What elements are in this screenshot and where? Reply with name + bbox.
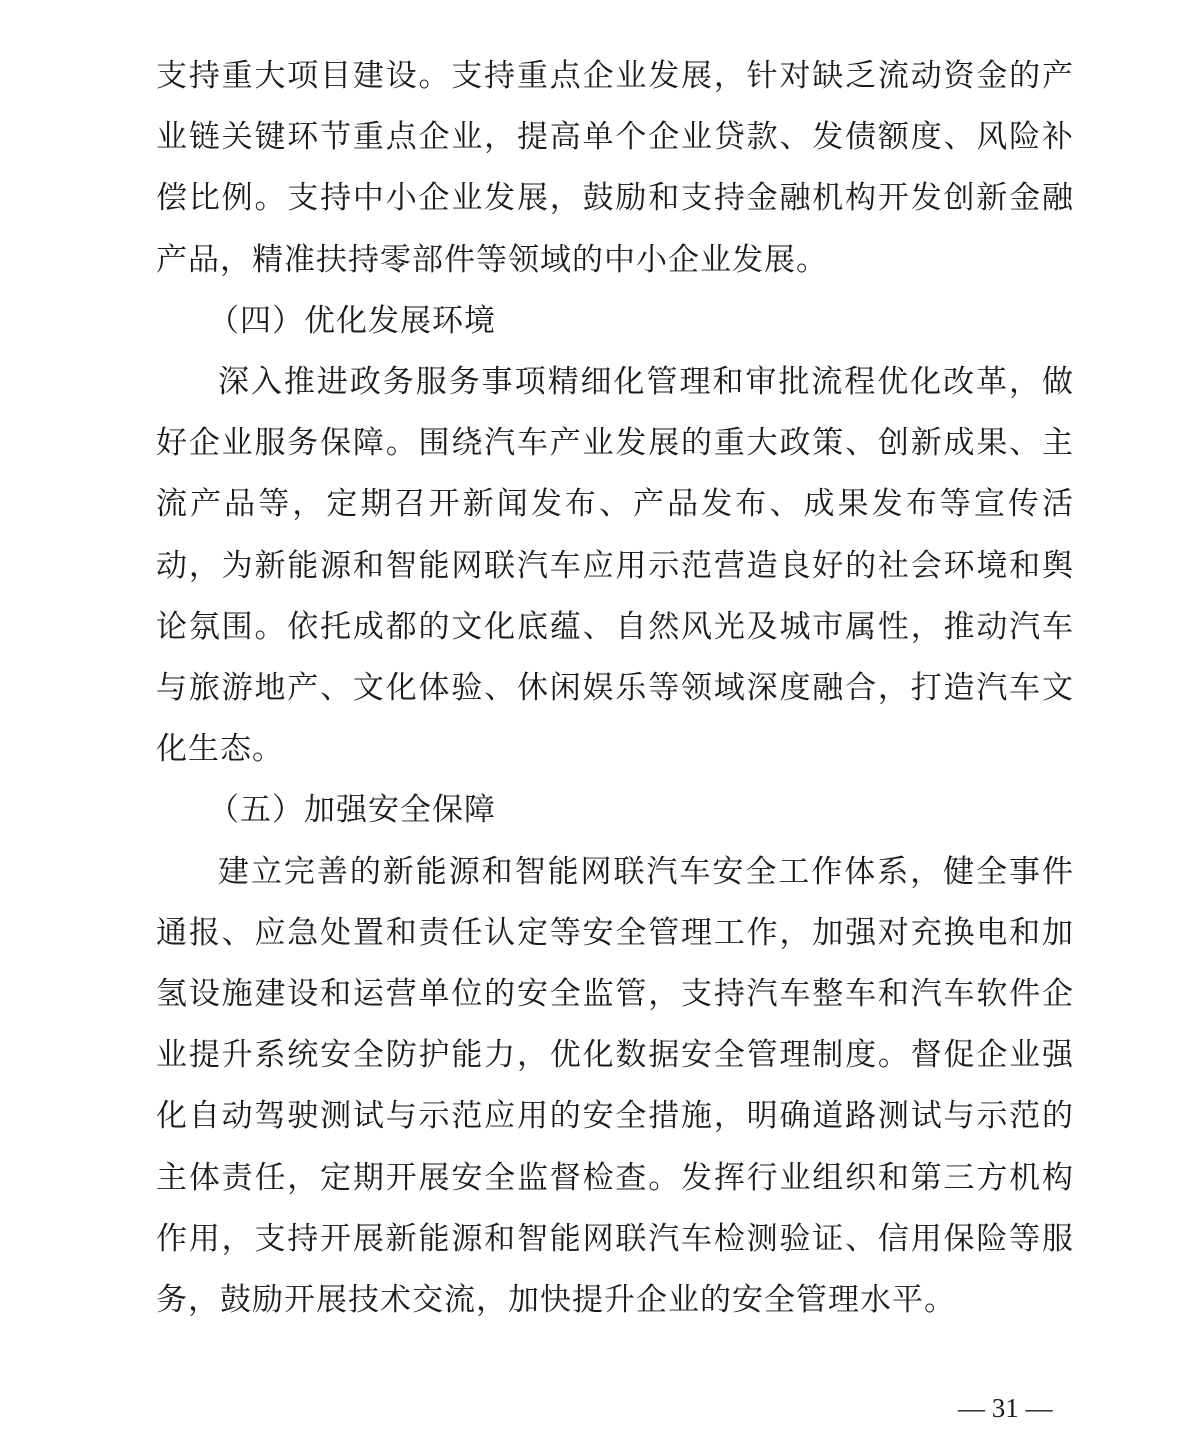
section-heading-4: （四）优化发展环境 (208, 302, 496, 339)
page-number: — 31 — (958, 1393, 1053, 1423)
section-4-body: 深入推进政务服务事项精细化管理和审批流程优化改革，做好企业服务保障。围绕汽车产业发展的重大政策、创新成果、主流产品等，定期召开新闻发布、产品发布、成果发布等宣传活动，为新能源和智能网联汽车应用示范营造良好的社会环境和舆论氛围。依托成都的文化底蕴、自然风光及城市属性，推动汽车与旅游地产、文化体验、休闲娱乐等领域深度融合，打造汽车文化生态。 (156, 364, 1074, 768)
paragraph-continued: 支持重大项目建设。支持重点企业发展，针对缺乏流动资金的产业链关键环节重点企业，提高单个企业贷款、发债额度、风险补偿比例。支持中小企业发展，鼓励和支持金融机构开发创新金融产品，精准扶持零部件等领域的中小企业发展。 (156, 58, 1074, 278)
section-heading-5: （五）加强安全保障 (208, 792, 496, 829)
section-5-body: 建立完善的新能源和智能网联汽车安全工作体系，健全事件通报、应急处置和责任认定等安全管理工作，加强对充换电和加氢设施建设和运营单位的安全监管，支持汽车整车和汽车软件企业提升系统安全防护能力，优化数据安全管理制度。督促企业强化自动驾驶测试与示范应用的安全措施，明确道路测试与示范的主体责任，定期开展安全监督检查。发挥行业组织和第三方机构作用，支持开展新能源和智能网联汽车检测验证、信用保险等服务，鼓励开展技术交流，加快提升企业的安全管理水平。 (156, 853, 1074, 1319)
document-page (156, 46, 1074, 1331)
